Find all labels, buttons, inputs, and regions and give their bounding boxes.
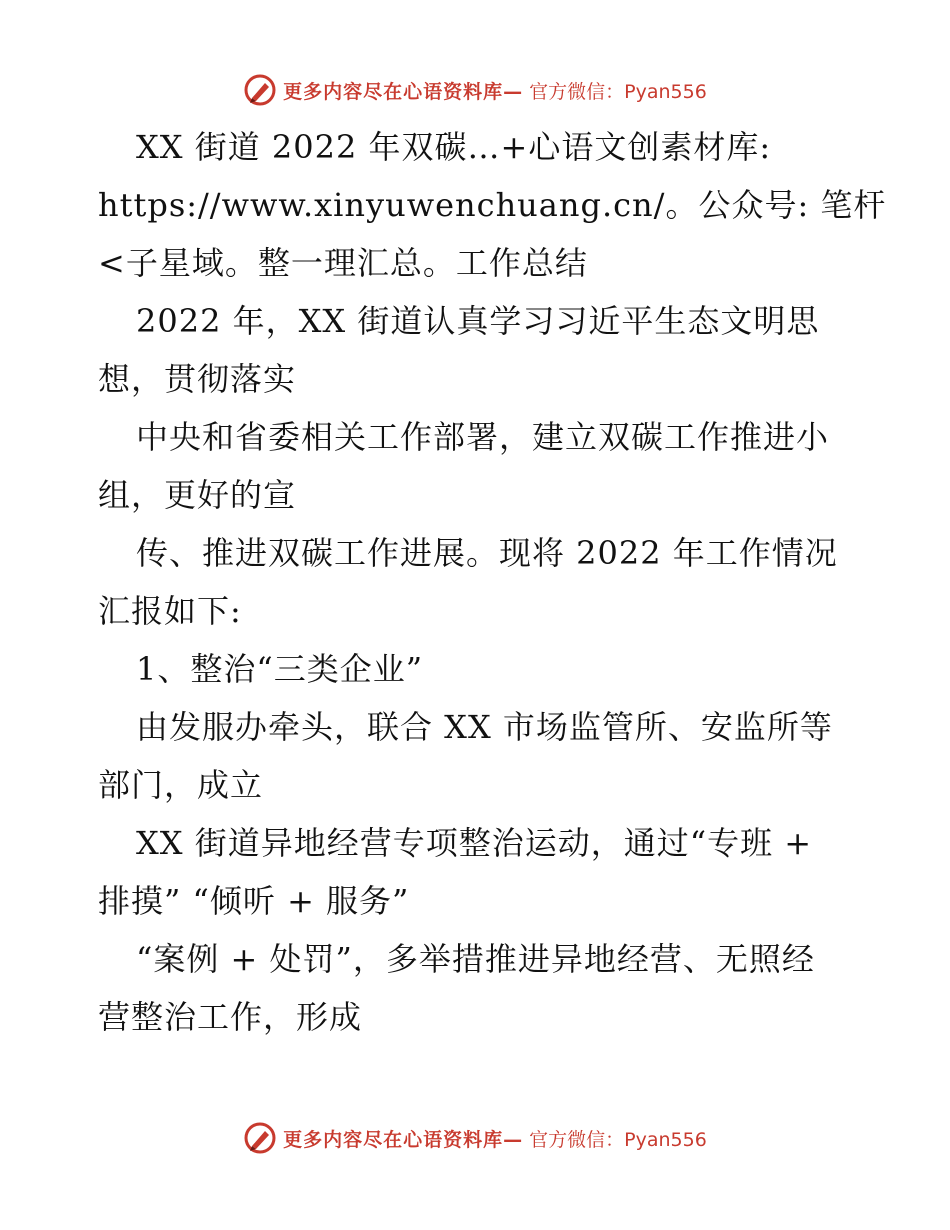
text-line: 营整治工作，形成: [98, 998, 363, 1036]
text-line: 部门，成立: [98, 766, 264, 804]
footer-banner-wechat: 官方微信：Pyan556: [529, 1128, 707, 1151]
pen-logo-icon: [243, 73, 277, 107]
text-line: 排摸” “倾听 + 服务”: [98, 882, 410, 920]
header-banner: [0, 70, 950, 110]
text-line: 由发服办牵头，联合 XX 市场监管所、安监所等: [136, 708, 833, 746]
footer-banner-text: 更多内容尽在心语资料库—: [283, 1128, 524, 1151]
text-line: “案例 + 处罚”，多举措推进异地经营、无照经: [136, 940, 815, 978]
header-banner-inner: [243, 73, 707, 107]
text-line: 2022 年，XX 街道认真学习习近平生态文明思: [136, 302, 820, 340]
text-line: 组，更好的宣: [98, 476, 297, 514]
header-banner-wechat: 官方微信：Pyan556: [529, 80, 707, 103]
section-heading: 1、整治“三类企业”: [136, 650, 424, 688]
text-line: XX 街道异地经营专项整治运动，通过“专班 +: [136, 824, 813, 862]
text-line: 汇报如下:: [98, 592, 242, 630]
text-line: 中央和省委相关工作部署，建立双碳工作推进小: [136, 418, 830, 456]
text-line: 传、推进双碳工作进展。现将 2022 年工作情况: [136, 534, 838, 572]
text-line: <子星域。整一理汇总。工作总结: [98, 244, 588, 282]
text-line: 想，贯彻落实: [98, 360, 297, 398]
pen-logo-icon: [243, 1121, 277, 1155]
text-line: https://www.xinyuwenchuang.cn/。公众号: 笔杆: [98, 186, 887, 224]
footer-banner: [0, 1118, 950, 1158]
footer-banner-inner: [243, 1121, 707, 1155]
document-body: [98, 118, 887, 1046]
text-line: XX 街道 2022 年双碳…+心语文创素材库:: [136, 128, 772, 166]
header-banner-text: 更多内容尽在心语资料库—: [283, 80, 524, 103]
